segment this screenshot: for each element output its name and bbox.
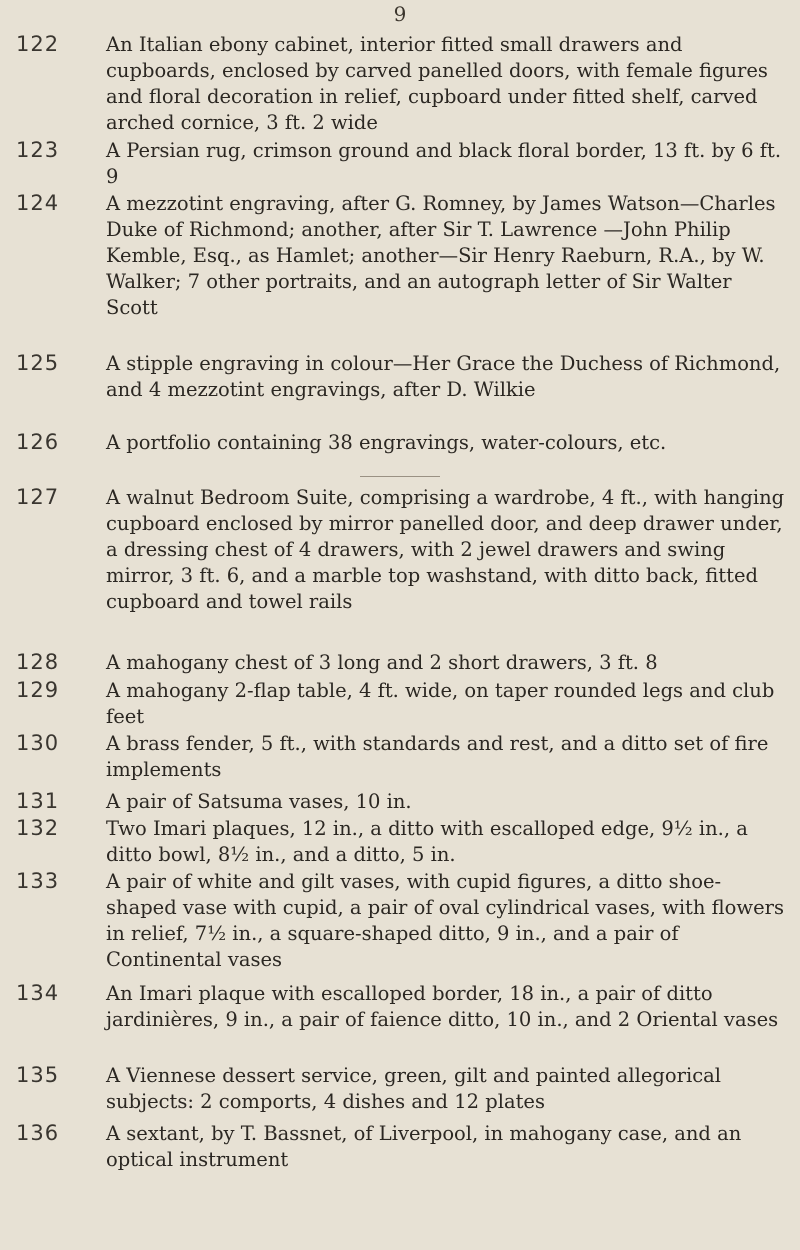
page-number: 9 [393, 2, 407, 26]
lot-description: A mezzotint engraving, after G. Romney, by James Watson—Charles Duke of Richmond; another, after Sir T. Lawrence —John Philip Kemble, Esq., as Hamlet; another—Sir Henry Raeburn, R.A., by W. Walker; 7 other portraits, and an autograph letter of Sir Walter Scott [106, 192, 776, 319]
lot-number: 130 [16, 731, 60, 755]
lot-number: 133 [16, 869, 60, 893]
lot-description: A pair of white and gilt vases, with cupid figures, a ditto shoe-shaped vase with cupid, a pair of oval cylindrical vases, with flowers in relief, 7½ in., a square-shaped ditto, 9 in., and a pair of Continental vases [106, 870, 784, 971]
lot-description: A portfolio containing 38 engravings, water-colours, etc. [106, 431, 667, 454]
lot-description: A Persian rug, crimson ground and black floral border, 13 ft. by 6 ft. 9 [106, 139, 782, 188]
lot-description: A mahogany chest of 3 long and 2 short drawers, 3 ft. 8 [106, 651, 658, 674]
lot-description: A mahogany 2-flap table, 4 ft. wide, on taper rounded legs and club feet [106, 679, 775, 728]
lot-description: A sextant, by T. Bassnet, of Liverpool, in mahogany case, and an optical instrument [106, 1122, 742, 1171]
lot-number: 134 [16, 981, 60, 1005]
lot-number: 136 [16, 1121, 60, 1145]
lot-number: 128 [16, 650, 60, 674]
lot-number: 126 [16, 430, 60, 454]
lot-number: 123 [16, 138, 60, 162]
lot-description: A Viennese dessert service, green, gilt and painted allegorical subjects: 2 comports, 4 dishes and 12 plates [106, 1064, 721, 1113]
lot-number: 132 [16, 816, 60, 840]
lot-description: A pair of Satsuma vases, 10 in. [106, 790, 412, 813]
section-divider [360, 476, 440, 477]
lot-number: 122 [16, 32, 60, 56]
lot-description: A stipple engraving in colour—Her Grace the Duchess of Richmond, and 4 mezzotint engravings, after D. Wilkie [106, 352, 781, 401]
lot-number: 129 [16, 678, 60, 702]
lot-number: 125 [16, 351, 60, 375]
lot-number: 131 [16, 789, 60, 813]
lot-description: Two Imari plaques, 12 in., a ditto with escalloped edge, 9½ in., a ditto bowl, 8½ in., and a ditto, 5 in. [106, 817, 748, 866]
lot-description: A walnut Bedroom Suite, comprising a wardrobe, 4 ft., with hanging cupboard enclosed by mirror panelled door, and deep drawer under, a dressing chest of 4 drawers, with 2 jewel drawers and swing mirror, 3 ft. 6, and a marble top washstand, with ditto back, fitted cupboard and towel rails [106, 486, 785, 613]
lot-number: 124 [16, 191, 60, 215]
lot-description: A brass fender, 5 ft., with standards and rest, and a ditto set of fire implements [106, 732, 769, 781]
lot-number: 127 [16, 485, 60, 509]
lot-number: 135 [16, 1063, 60, 1087]
lot-description: An Italian ebony cabinet, interior fitted small drawers and cupboards, enclosed by carved panelled doors, with female figures and floral decoration in relief, cupboard under fitted shelf, carved arched cornice, 3 ft. 2 wide [106, 33, 768, 134]
lot-description: An Imari plaque with escalloped border, 18 in., a pair of ditto jardinières, 9 in., a pair of faience ditto, 10 in., and 2 Oriental vases [106, 982, 779, 1031]
